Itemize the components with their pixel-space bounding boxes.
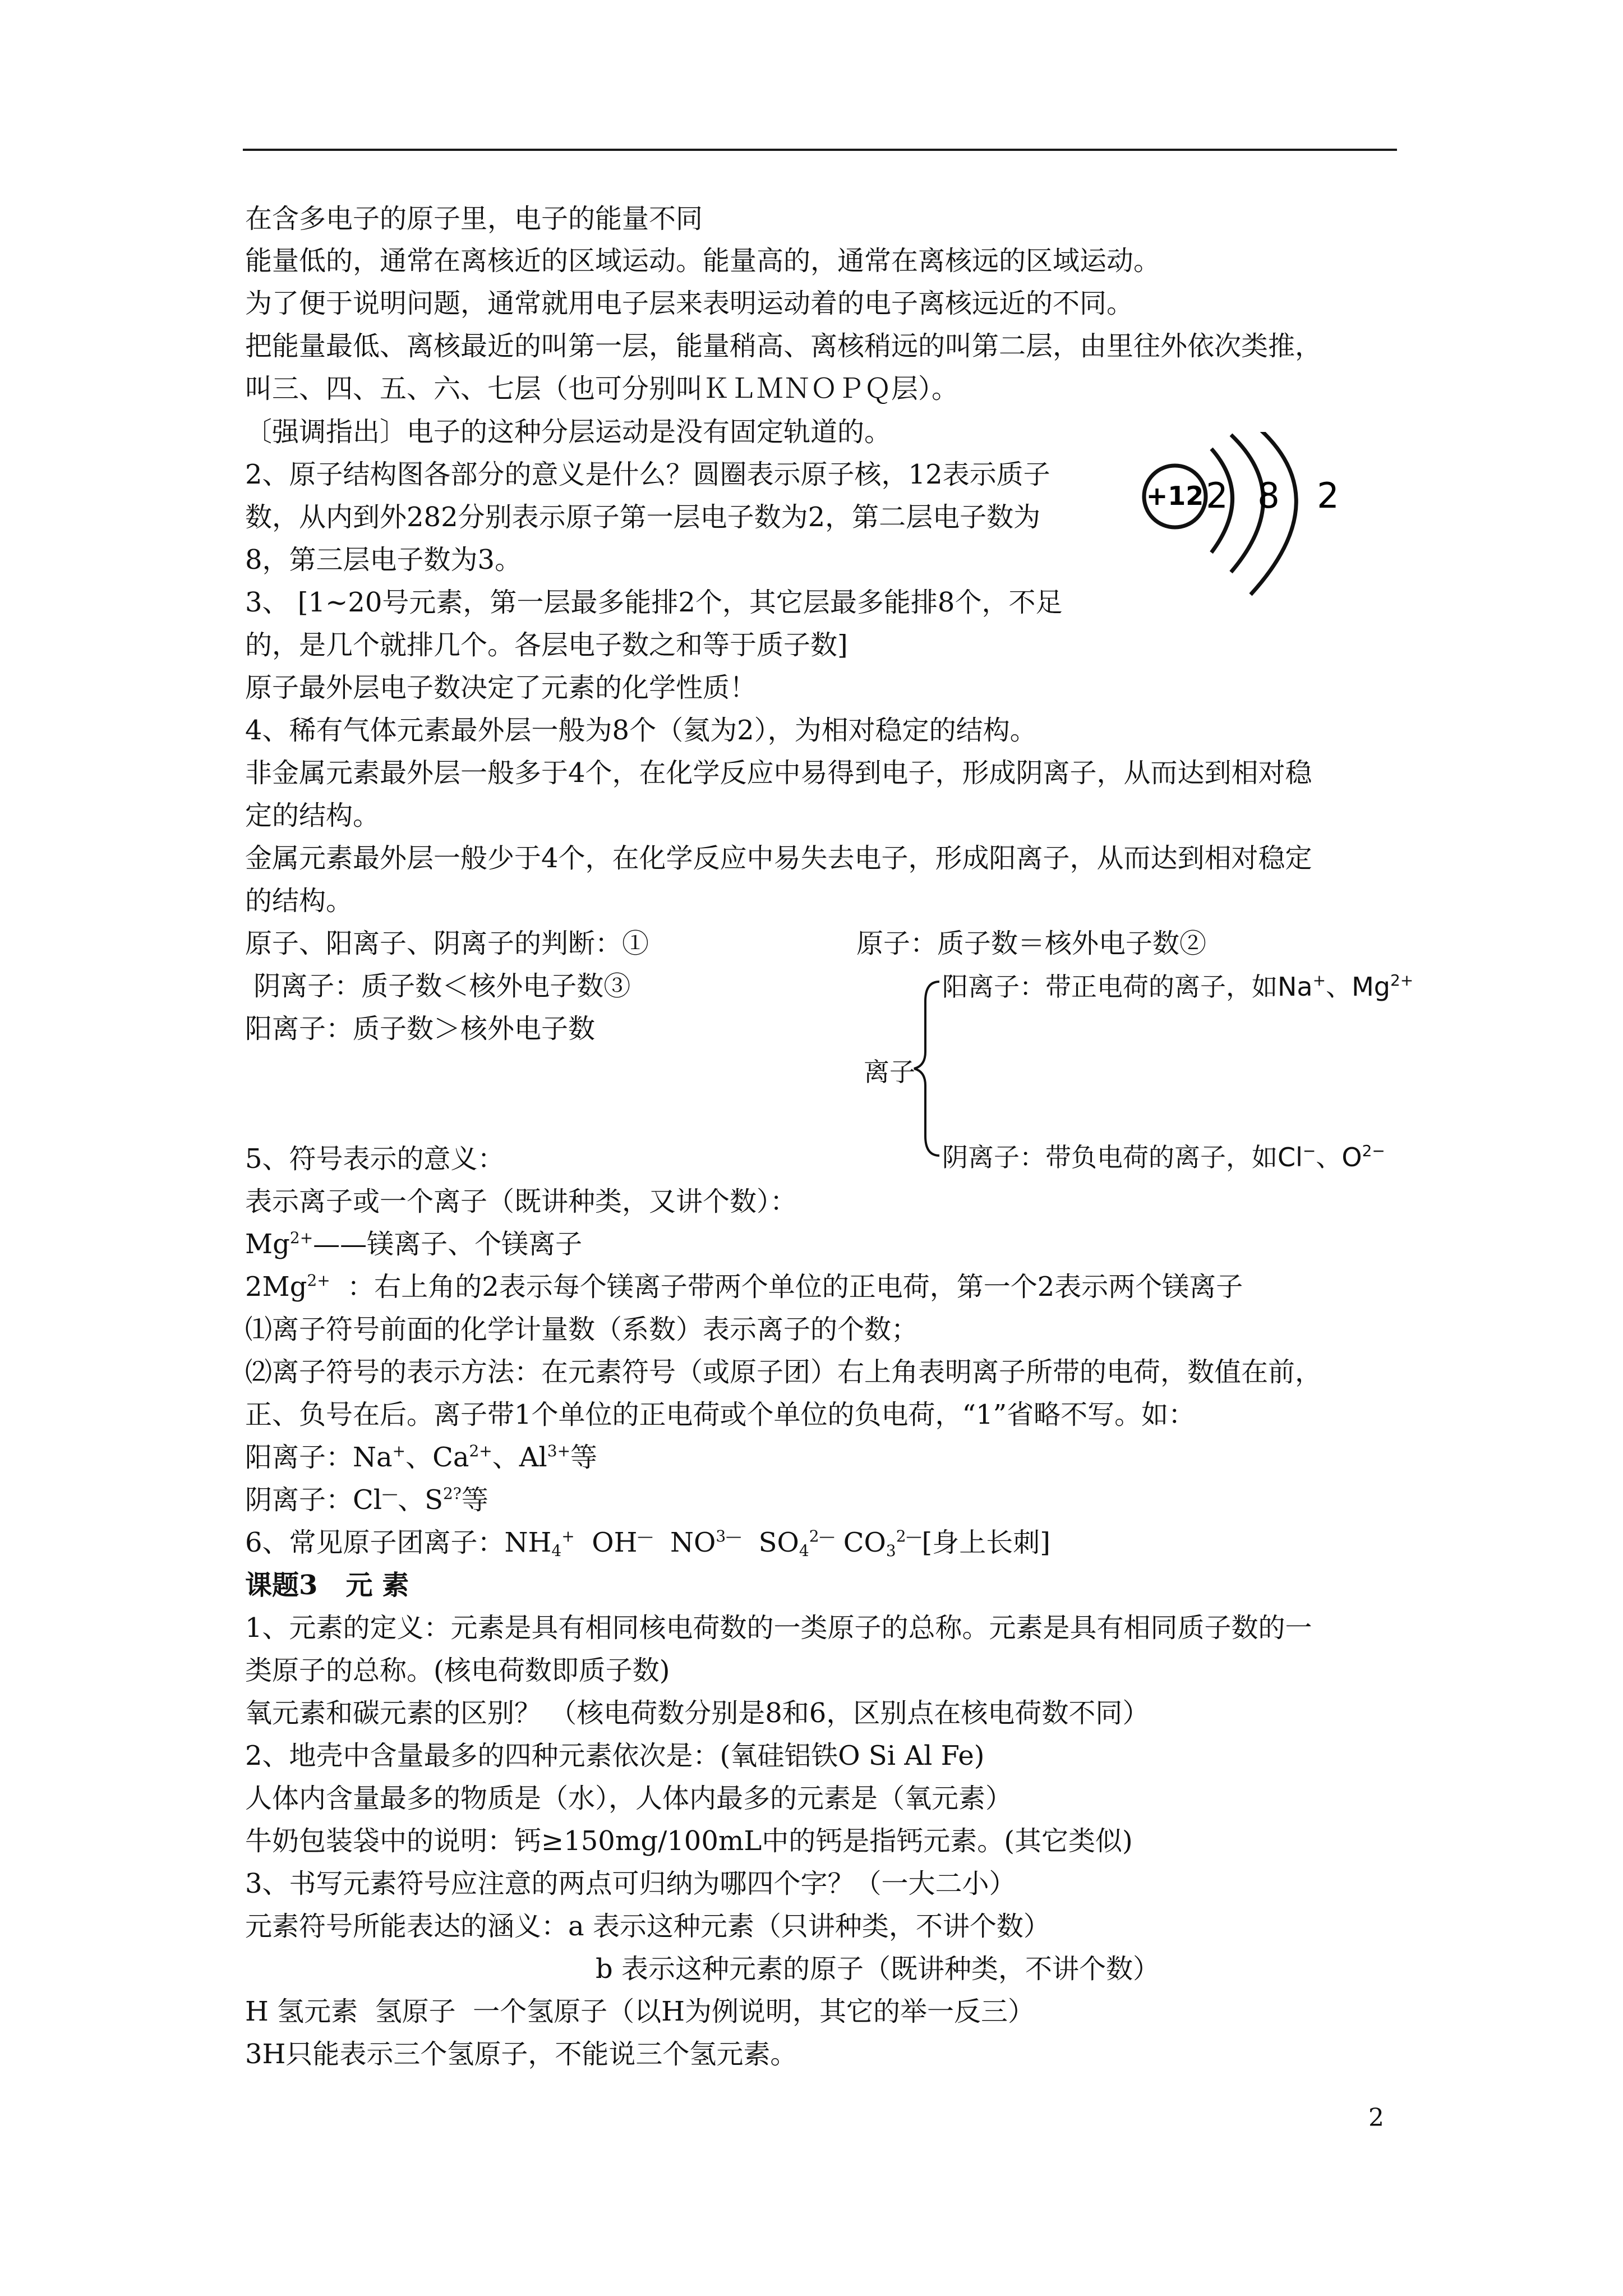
text-line: 的结构。 [245, 885, 353, 917]
text-line: $2Mg^{2+}$ ：右上角的2表示每个镁离子带两个单位的正电荷，第一个2表示两个镁离子 [245, 1271, 1243, 1303]
text-line: 叫三、四、五、六、七层（也可分别叫ＫＬＭＮＯＰＱ层）。 [245, 373, 959, 404]
text-line: 非金属元素最外层一般多于4个，在化学反应中易得到电子，形成阴离子，从而达到相对稳 [245, 757, 1312, 789]
header-rule [243, 149, 1397, 151]
cation-label: 阳离子：带正电荷的离子，如Na+、$Mg^{2+}$ [942, 971, 1414, 1002]
text-line: b 表示这种元素的原子（既讲种类，不讲个数） [596, 1953, 1160, 1985]
text-line: 3、 [1~20号元素，第一层最多能排2个，其它层最多能排8个，不足 [245, 587, 1063, 618]
text-line: 原子：质子数＝核外电子数② [856, 928, 1207, 959]
text-line: 定的结构。 [245, 800, 380, 831]
text-line: 阴离子：质子数＜核外电子数③ [245, 970, 631, 1002]
text-line: 原子最外层电子数决定了元素的化学性质！ [245, 672, 757, 703]
nucleus-charge: +12 [1146, 481, 1204, 511]
text-line: 阳离子：质子数＞核外电子数 [245, 1013, 596, 1045]
text-line: $Mg^{2+}——$镁离子、个镁离子 [245, 1228, 583, 1260]
text-line: 阴离子：Cl—、$S^{2?}$等 [245, 1484, 488, 1516]
page-number: 2 [1368, 2104, 1384, 2132]
text-line: 5、符号表示的意义： [245, 1143, 505, 1175]
text-line: ⑵离子符号的表示方法：在元素符号（或原子团）右上角表明离子所带的电荷，数值在前， [245, 1356, 1322, 1388]
ion-root-label: 离子 [864, 1057, 915, 1087]
text-line: 阳离子：Na+、$Ca^{2+}$、$Al^{3+}$等 [245, 1442, 598, 1473]
text-line: 金属元素最外层一般少于4个，在化学反应中易失去电子，形成阳离子，从而达到相对稳定 [245, 843, 1312, 874]
text-line: 〔强调指出〕电子的这种分层运动是没有固定轨道的。 [245, 416, 892, 448]
shell-electrons-1: 2 [1206, 475, 1228, 516]
text-line: 的，是几个就排几个。各层电子数之和等于质子数] [245, 629, 848, 661]
text-line: 元素符号所能表达的涵义：a 表示这种元素（只讲种类，不讲个数） [245, 1911, 1050, 1942]
shell-electrons-3: 2 [1317, 475, 1339, 516]
text-line: 6、常见原子团离子：$NH_4^+$ OH— $NO^{3—}$ $SO_4^{2—}$ $CO_3^{2—}$[身上长刺] [245, 1527, 1051, 1560]
text-line: 牛奶包装袋中的说明：钙≥150mg/100mL中的钙是指钙元素。(其它类似) [245, 1825, 1133, 1857]
section-heading: 课题3 元 素 [245, 1570, 409, 1601]
shell-electrons-2: 8 [1257, 475, 1280, 516]
text-line: 氧元素和碳元素的区别？ （核电荷数分别是8和6，区别点在核电荷数不同） [245, 1697, 1150, 1729]
text-line: 3H只能表示三个氢原子，不能说三个氢元素。 [245, 2039, 797, 2070]
text-line: 8，第三层电子数为3。 [245, 544, 522, 576]
text-line: 2、原子结构图各部分的意义是什么？圆圈表示原子核，12表示质子 [245, 459, 1050, 490]
text-line: H 氢元素 氢原子 一个氢原子（以H为例说明，其它的举一反三） [245, 1996, 1035, 2027]
text-line: 3、书写元素符号应注意的两点可归纳为哪四个字？（一大二小） [245, 1868, 1016, 1899]
text-line: 2、地壳中含量最多的四种元素依次是：(氧硅铝铁O Si Al Fe) [245, 1740, 985, 1772]
text-line: 表示离子或一个离子（既讲种类，又讲个数）： [245, 1186, 797, 1217]
text-line: ⑴离子符号前面的化学计量数（系数）表示离子的个数； [245, 1314, 919, 1345]
text-line: 把能量最低、离核最近的叫第一层，能量稍高、离核稍远的叫第二层，由里往外依次类推， [245, 330, 1322, 362]
text-line: 4、稀有气体元素最外层一般为8个（氦为2），为相对稳定的结构。 [245, 715, 1037, 746]
anion-label: 阴离子：带负电荷的离子，如Cl−、$O^{2-}$ [942, 1142, 1385, 1172]
text-line: 原子、阳离子、阴离子的判断：① [245, 928, 649, 959]
text-line: 类原子的总称。(核电荷数即质子数) [245, 1655, 670, 1686]
ion-classification-diagram [852, 962, 1414, 1172]
atom-structure-diagram [1133, 432, 1413, 600]
text-line: 人体内含量最多的物质是（水），人体内最多的元素是（氧元素） [245, 1783, 1013, 1814]
text-line: 在含多电子的原子里，电子的能量不同 [245, 203, 703, 234]
text-line: 正、负号在后。离子带1个单位的正电荷或个单位的负电荷，“1”省略不写。如： [245, 1399, 1196, 1430]
text-line: 数，从内到外282分别表示原子第一层电子数为2，第二层电子数为 [245, 501, 1041, 533]
text-line: 1、元素的定义：元素是具有相同核电荷数的一类原子的总称。元素是具有相同质子数的一 [245, 1612, 1312, 1644]
text-line: 能量低的，通常在离核近的区域运动。能量高的，通常在离核远的区域运动。 [245, 245, 1161, 277]
atom-diagram-svg [1133, 432, 1413, 600]
text-line: 为了便于说明问题，通常就用电子层来表明运动着的电子离核远近的不同。 [245, 288, 1134, 319]
